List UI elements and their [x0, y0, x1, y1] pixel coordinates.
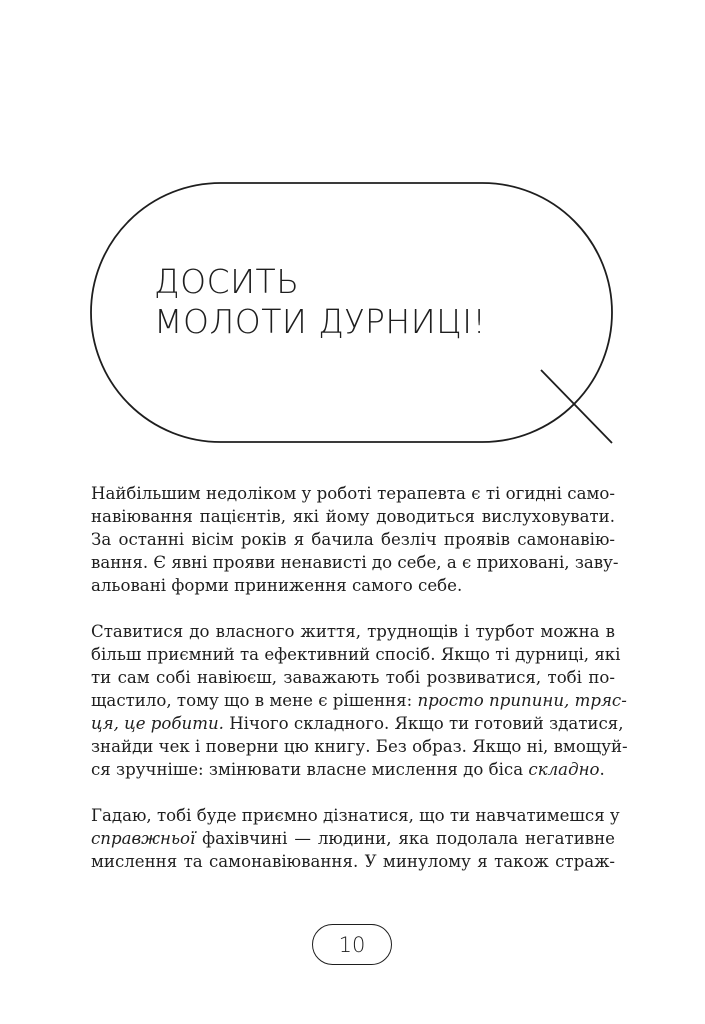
text-line: За останні вісім років я бачила безліч проявів самонавію-	[91, 530, 615, 549]
text-line: навіювання пацієнтів, які йому доводиться вислуховувати.	[91, 507, 615, 526]
chapter-title	[154, 262, 486, 342]
bubble-tail-line	[541, 370, 612, 443]
paragraph-2	[91, 620, 628, 781]
text-line: вання. Є явні прояви ненависті до себе, а є приховані, заву-	[91, 553, 619, 572]
text-line: Гадаю, тобі буде приємно дізнатися, що ти навчатимешся у	[91, 806, 620, 825]
text-line: Ставитися до власного життя, труднощів і турбот можна в	[91, 622, 615, 641]
text-run: фахівчині — людини, яка подолала негативне	[195, 829, 615, 848]
text-run: .	[599, 760, 605, 779]
text-line	[91, 758, 615, 781]
emphasis-text: просто припини, тряс-	[417, 691, 627, 710]
chapter-title-line-2: МОЛОТИ ДУРНИЦІ!	[154, 302, 487, 341]
text-line: більш приємний та ефективний спосіб. Якщо ті дурниці, які	[91, 645, 621, 664]
emphasis-text: ця, це робити.	[91, 714, 224, 733]
paragraph-3	[91, 804, 620, 873]
text-run: щастило, тому що в мене є рішення:	[91, 691, 418, 710]
emphasis-text: складно	[528, 760, 600, 779]
text-run: Нічого складного. Якщо ти готовий здатися,	[223, 714, 624, 733]
text-line	[91, 712, 624, 735]
text-line: ти сам собі навіюєш, заважають тобі розвиватися, тобі по-	[91, 668, 615, 687]
text-line: знайди чек і поверни цю книгу. Без образ. Якщо ні, вмощуй-	[91, 737, 628, 756]
paragraph-1	[91, 482, 619, 597]
chapter-title-line-1: ДОСИТЬ	[154, 262, 300, 301]
page-number: 10	[312, 924, 392, 965]
emphasis-text: справжньої	[91, 829, 196, 848]
chapter-title-bubble	[90, 182, 614, 444]
body-text	[91, 482, 628, 896]
text-line: альовані форми приниження самого себе.	[91, 576, 463, 595]
text-line: Найбільшим недоліком у роботі терапевта є ті огидні само-	[91, 484, 615, 503]
text-line: мислення та самонавіювання. У минулому я також страж-	[91, 852, 615, 871]
text-run: ся зручніше: змінювати власне мислення до біса	[91, 760, 529, 779]
text-line	[91, 689, 627, 712]
text-line	[91, 827, 615, 850]
